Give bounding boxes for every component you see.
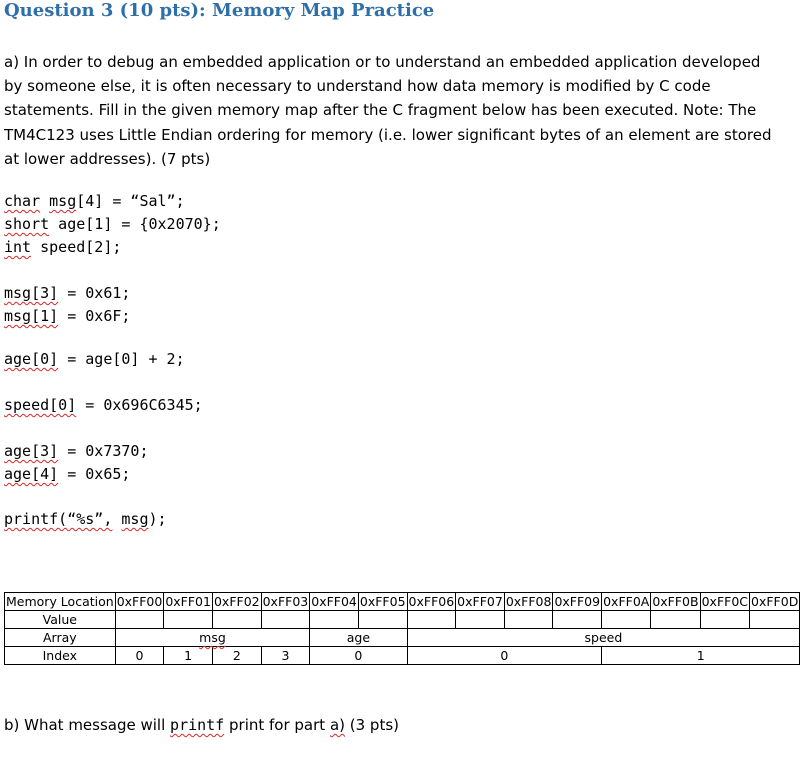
value-cell[interactable] <box>750 611 800 629</box>
value-cell[interactable] <box>164 611 213 629</box>
index-cell: 0 <box>407 647 602 665</box>
value-cell[interactable] <box>407 611 456 629</box>
var-msg: msg <box>49 192 77 210</box>
address-cell: 0xFF01 <box>165 594 211 609</box>
code-line-2: short age[1] = {0x2070}; <box>4 215 221 233</box>
part-a-instructions: a) In order to debug an embedded application or to understand an embedded application developed by someone else, it is often necessary to understand how data memory is modified by C code statements. Fill in the given memory map after the C fragment below has been executed. Note: The TM4C123 uses Little Endian ordering for memory (i.e. lower significant bytes of an element are stored at lower addresses). (7 pts) <box>4 53 772 168</box>
index-cell: 0 <box>115 647 164 665</box>
value-cell[interactable] <box>115 611 164 629</box>
value-cell[interactable] <box>651 611 700 629</box>
value-cell[interactable] <box>553 611 602 629</box>
address-cell: 0xFF08 <box>505 594 552 609</box>
code-line-5: msg[1] = 0x6F; <box>4 307 131 325</box>
value-label: Value <box>5 611 116 629</box>
index-cell: 0 <box>310 647 407 665</box>
index-cell: 1 <box>164 647 213 665</box>
keyword-int: int <box>4 238 32 256</box>
value-cell[interactable] <box>602 611 651 629</box>
code-line-7: speed[0] = 0x696C6345; <box>4 396 203 414</box>
code-line-3: int speed[2]; <box>4 238 122 256</box>
value-cell[interactable] <box>310 611 359 629</box>
row-value <box>5 611 800 629</box>
address-cell: 0xFF07 <box>457 594 503 609</box>
address-cell: 0xFF0C <box>701 594 749 609</box>
row-memory-location <box>5 593 800 611</box>
code-line-1: char msg[4] = “Sal”; <box>4 192 185 210</box>
keyword-short: short <box>4 215 50 233</box>
code-line-10: printf(“%s”, msg); <box>4 510 167 528</box>
row-index <box>5 647 800 665</box>
address-cell: 0xFF0D <box>751 594 799 609</box>
memory-map-table <box>4 592 800 665</box>
index-label: Index <box>5 647 116 665</box>
row-array <box>5 629 800 647</box>
address-cell: 0xFF04 <box>311 594 357 609</box>
code-line-6: age[0] = age[0] + 2; <box>4 350 185 368</box>
value-cell[interactable] <box>212 611 261 629</box>
address-cell: 0xFF00 <box>116 594 163 609</box>
address-cell: 0xFF0B <box>652 594 699 609</box>
index-cell: 3 <box>261 647 310 665</box>
index-cell: 1 <box>602 647 800 665</box>
value-cell[interactable] <box>456 611 505 629</box>
value-cell[interactable] <box>504 611 553 629</box>
index-cell: 2 <box>212 647 261 665</box>
array-age: age <box>310 629 407 647</box>
address-cell: 0xFF0A <box>603 594 650 609</box>
value-cell[interactable] <box>261 611 310 629</box>
address-cell: 0xFF06 <box>408 594 455 609</box>
memory-location-label: Memory Location <box>6 594 114 609</box>
code-line-9: age[4] = 0x65; <box>4 465 131 483</box>
array-label: Array <box>5 629 116 647</box>
code-line-8: age[3] = 0x7370; <box>4 442 149 460</box>
code-line-4: msg[3] = 0x61; <box>4 284 131 302</box>
keyword-char: char <box>4 192 41 210</box>
value-cell[interactable] <box>700 611 749 629</box>
array-msg: msg <box>115 629 310 647</box>
array-speed: speed <box>407 629 800 647</box>
address-cell: 0xFF05 <box>359 594 406 609</box>
part-b-question: b) What message will printf print for part a) (3 pts) <box>4 716 399 734</box>
address-cell: 0xFF09 <box>554 594 601 609</box>
address-cell: 0xFF02 <box>213 594 260 609</box>
question-title: Question 3 (10 pts): Memory Map Practice <box>4 0 435 21</box>
address-cell: 0xFF03 <box>262 594 309 609</box>
value-cell[interactable] <box>358 611 407 629</box>
